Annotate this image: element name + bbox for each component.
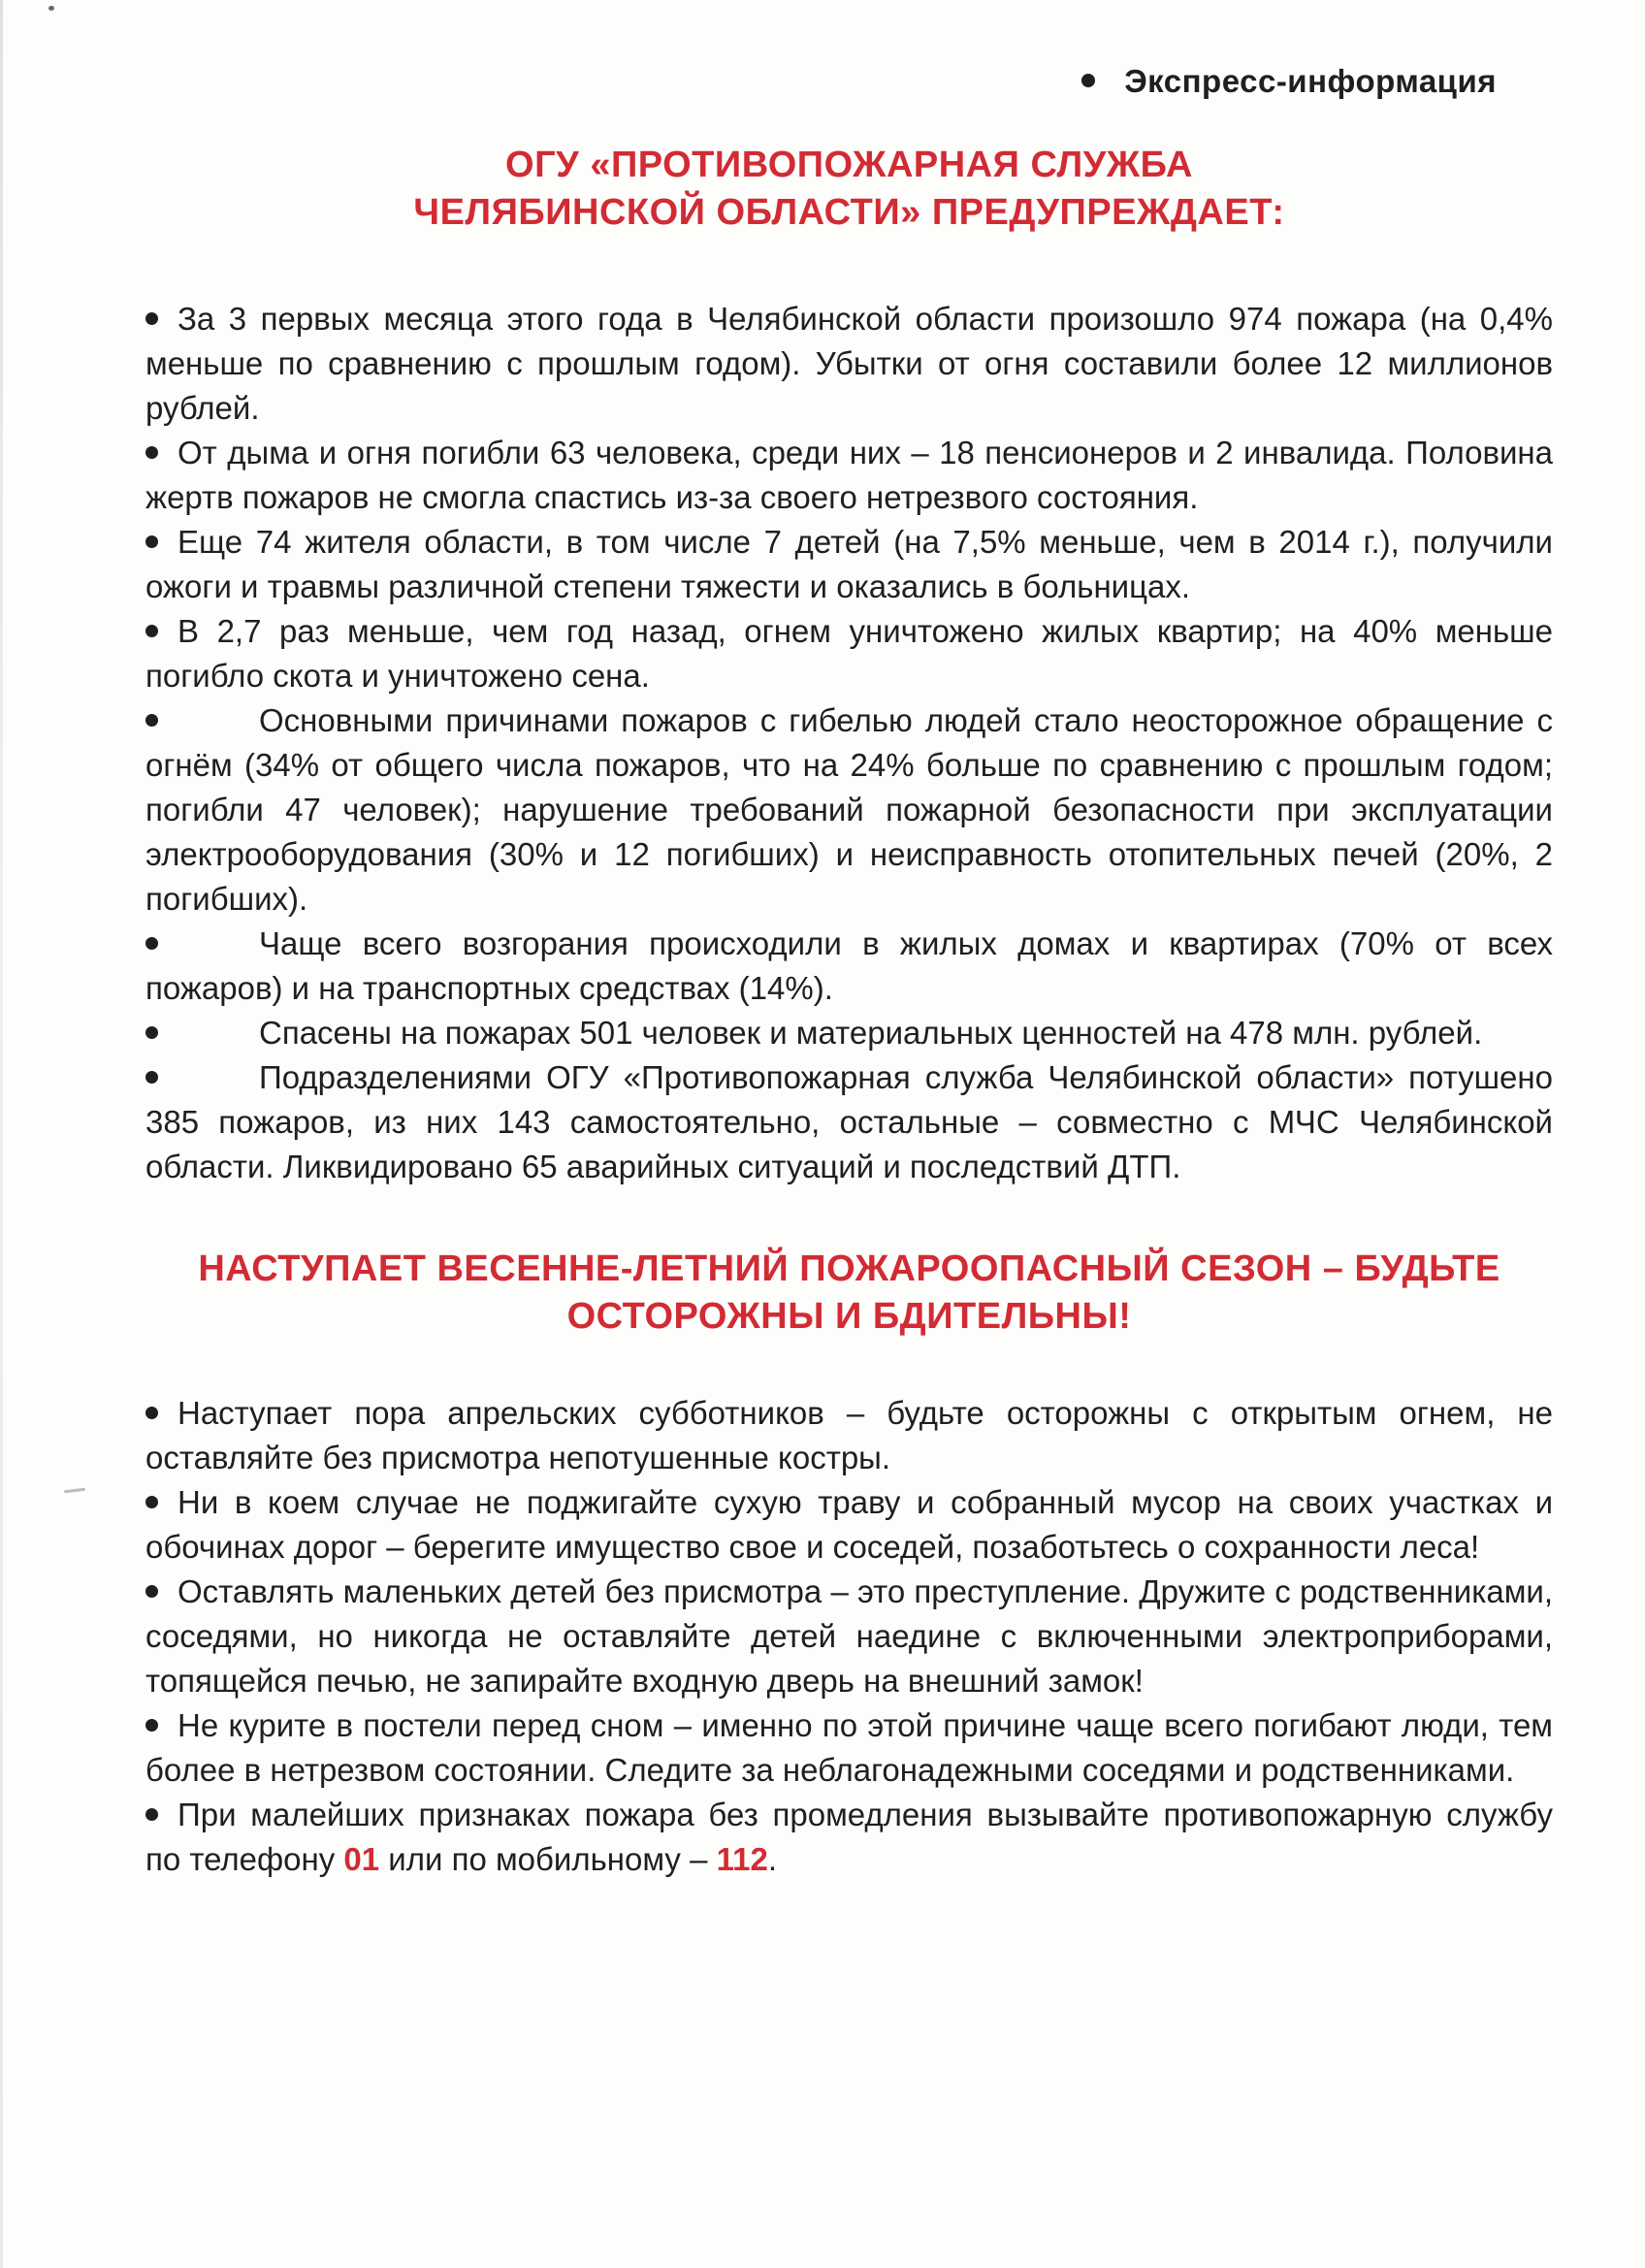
- emergency-phone-number: 01: [343, 1841, 380, 1877]
- bullet-item: [145, 1480, 1553, 1570]
- bullet-icon: [145, 937, 158, 950]
- bullet-icon: [145, 1496, 158, 1508]
- text-run: От дыма и огня погибли 63 человека, среди них – 18 пенсионеров и 2 инвалида. Половина жертв пожаров не смогла спастись из-за своего нетрезвого состояния.: [145, 435, 1553, 515]
- warning-heading-line2: ЧЕЛЯБИНСКОЙ ОБЛАСТИ» ПРЕДУПРЕЖДАЕТ:: [413, 192, 1285, 233]
- bullet-item: [145, 1793, 1553, 1882]
- bullet-indent-spacer: [158, 1602, 177, 1603]
- bullet-icon: [145, 714, 158, 727]
- bullet-icon: [145, 1719, 158, 1732]
- bullet-item: [145, 297, 1553, 431]
- warning-heading: [145, 142, 1553, 237]
- text-run: Наступает пора апрельских субботников – будьте осторожны с открытым огнем, не оставляйте без присмотра непотушенные костры.: [145, 1395, 1553, 1475]
- text-run: Ни в коем случае не поджигайте сухую траву и собранный мусор на своих участках и обочинах дорог – берегите имущество свое и соседей, позаботьтесь о сохранности леса!: [145, 1484, 1553, 1565]
- bullet-item: [145, 1703, 1553, 1793]
- bullet-indent-spacer: [158, 1043, 259, 1044]
- bullet-indent-spacer: [158, 463, 177, 464]
- bullet-indent-spacer: [158, 954, 259, 955]
- bullet-item: [145, 1391, 1553, 1480]
- statistics-bullet-list: [145, 297, 1553, 1189]
- bullet-item: [145, 520, 1553, 609]
- bullet-icon: [145, 625, 158, 637]
- text-run: .: [767, 1841, 778, 1877]
- bullet-icon: [145, 1585, 158, 1598]
- bullet-item: [145, 1570, 1553, 1703]
- bullet-item: [145, 609, 1553, 698]
- bullet-indent-spacer: [158, 1423, 177, 1424]
- season-heading-line2: ОСТОРОЖНЫ И БДИТЕЛЬНЫ!: [566, 1296, 1132, 1337]
- bullet-indent-spacer: [158, 730, 259, 731]
- bullet-icon: [145, 1407, 158, 1419]
- page-content: [145, 60, 1553, 1882]
- scan-edge-shadow: [0, 0, 3, 2268]
- text-run: Не курите в постели перед сном – именно по этой причине чаще всего погибают люди, тем более в нетрезвом состоянии. Следите за неблагонадежными соседями и родственниками.: [145, 1707, 1553, 1788]
- text-run: При малейших признаках пожара без промедления вызывайте противопожарную службу по телефону: [145, 1797, 1553, 1877]
- emergency-phone-number: 112: [716, 1841, 768, 1877]
- bullet-indent-spacer: [158, 1735, 177, 1736]
- bullet-item: [145, 431, 1553, 520]
- bullet-icon: [145, 1026, 158, 1039]
- text-run: Еще 74 жителя области, в том числе 7 детей (на 7,5% меньше, чем в 2014 г.), получили ожоги и травмы различной степени тяжести и оказались в больницах.: [145, 524, 1553, 604]
- text-run: Оставлять маленьких детей без присмотра – это преступление. Дружите с родственниками, соседями, но никогда не оставляйте детей наедине с включенными электроприборами, топящейся печью, не запирайте входную дверь на внешний замок!: [145, 1573, 1553, 1699]
- bullet-icon: [145, 535, 158, 548]
- scan-dash-artifact: [64, 1488, 85, 1494]
- bullet-icon: [145, 1071, 158, 1084]
- season-heading-line1: НАСТУПАЕТ ВЕСЕННЕ-ЛЕТНИЙ ПОЖАРООПАСНЫЙ СЕЗОН – БУДЬТЕ: [198, 1248, 1500, 1289]
- text-run: В 2,7 раз меньше, чем год назад, огнем уничтожено жилых квартир; на 40% меньше погибло скота и уничтожено сена.: [145, 613, 1553, 694]
- bullet-item: [145, 698, 1553, 922]
- bullet-indent-spacer: [158, 1512, 177, 1513]
- bullet-indent-spacer: [158, 1825, 177, 1826]
- warning-heading-line1: ОГУ «ПРОТИВОПОЖАРНАЯ СЛУЖБА: [505, 145, 1193, 185]
- doc-type-header: [145, 60, 1553, 103]
- bullet-indent-spacer: [158, 641, 177, 642]
- advice-bullet-list: [145, 1391, 1553, 1882]
- text-run: Чаще всего возгорания происходили в жилых домах и квартирах (70% от всех пожаров) и на транспортных средствах (14%).: [145, 925, 1553, 1006]
- bullet-icon: [145, 1808, 158, 1821]
- text-run: или по мобильному –: [379, 1841, 717, 1877]
- bullet-icon: [1081, 74, 1095, 87]
- text-run: Подразделениями ОГУ «Противопожарная служба Челябинской области» потушено 385 пожаров, из них 143 самостоятельно, остальные – совместно с МЧС Челябинской области. Ликвидировано 65 аварийных ситуаций и последствий ДТП.: [145, 1059, 1553, 1184]
- bullet-indent-spacer: [158, 1087, 259, 1088]
- bullet-indent-spacer: [158, 329, 177, 330]
- season-warning-heading: [145, 1246, 1553, 1341]
- text-run: Основными причинами пожаров с гибелью людей стало неосторожное обращение с огнём (34% от общего числа пожаров, что на 24% больше по сравнению с прошлым годом; погибли 47 человек); нарушение требований пожарной безопасности при эксплуатации электрооборудования (30% и 12 погибших) и неисправность отопительных печей (20%, 2 погибших).: [145, 702, 1553, 917]
- bullet-item: [145, 1055, 1553, 1189]
- doc-type-label: Экспресс-информация: [1124, 63, 1497, 99]
- bullet-item: [145, 922, 1553, 1011]
- text-run: Спасены на пожарах 501 человек и материальных ценностей на 478 млн. рублей.: [259, 1015, 1483, 1051]
- bullet-indent-spacer: [158, 552, 177, 553]
- bullet-item: [145, 1011, 1553, 1055]
- text-run: За 3 первых месяца этого года в Челябинской области произошло 974 пожара (на 0,4% меньше по сравнению с прошлым годом). Убытки от огня составили более 12 миллионов рублей.: [145, 301, 1553, 426]
- bullet-icon: [145, 312, 158, 325]
- bullet-icon: [145, 446, 158, 459]
- scan-speck-artifact: [48, 6, 54, 11]
